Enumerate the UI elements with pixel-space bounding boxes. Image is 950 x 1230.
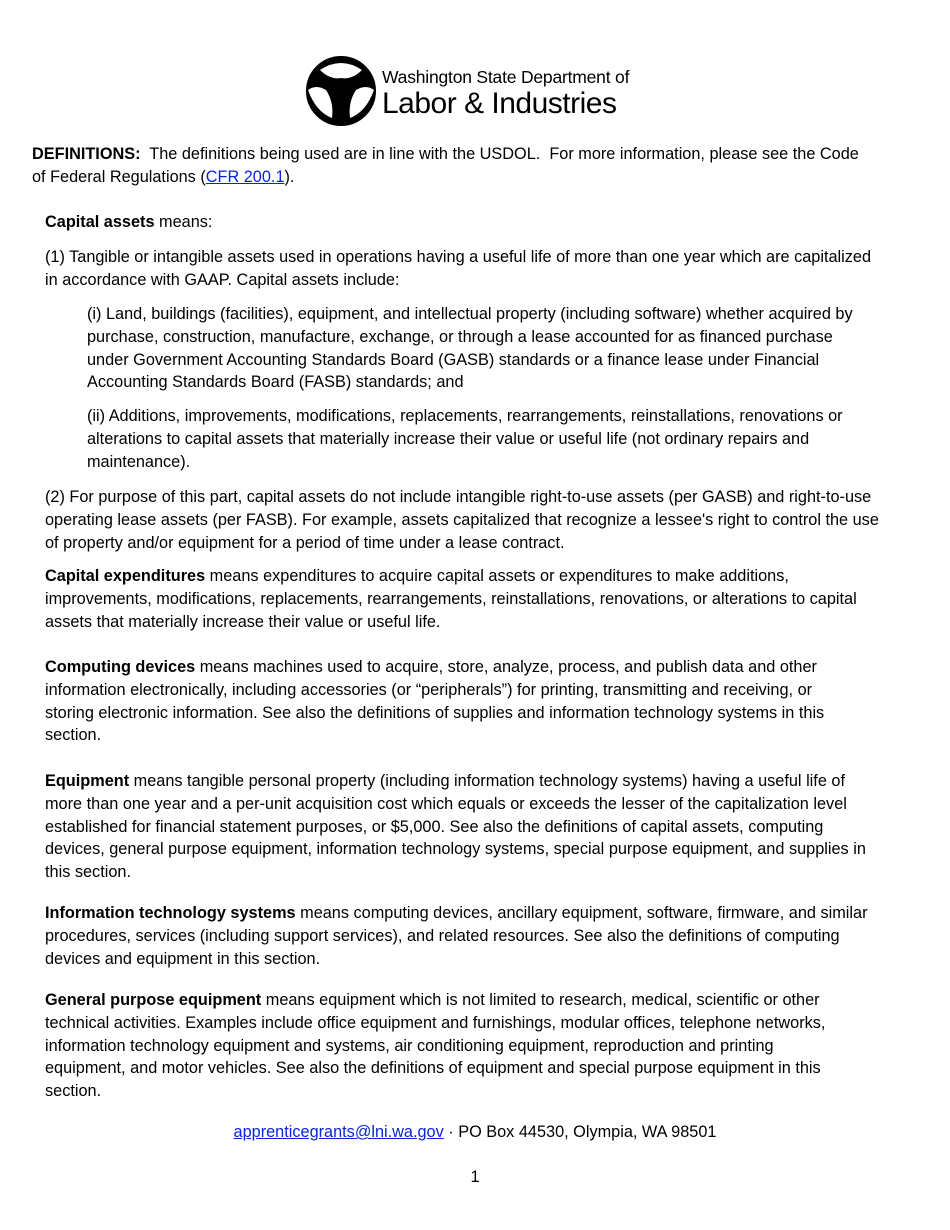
term-it-systems: Information technology systems bbox=[45, 904, 296, 922]
term-equipment: Equipment bbox=[45, 772, 130, 790]
capital-expenditures-definition: Capital expenditures means expenditures to acquire capital assets or expenditures to make additions, improvements, modifications, replacements, rearrangements, reinstallations, renovations, or alterations to capital assets that materially increase their value or useful life. bbox=[45, 567, 857, 631]
cfr-link[interactable]: CFR 200.1 bbox=[205, 167, 285, 186]
computing-devices-definition: Computing devices means machines used to acquire, store, analyze, process, and publish data and other information electronically, including accessories (or “peripherals”) for printing, transmitting and receiving, or storing electronic information. See also the definitions of supplies and information technology systems in this section. bbox=[45, 658, 825, 745]
term-computing-devices: Computing devices bbox=[45, 658, 196, 676]
intro-line-2: of Federal Regulations (CFR 200.1). bbox=[32, 167, 295, 186]
general-purpose-equipment-definition: General purpose equipment means equipment which is not limited to research, medical, scientific or other technical activities. Examples include office equipment and furnishings, modular offices, telephone networks, information technology equipment and systems, air conditioning equipment, reproduction and printing equipment, and motor vehicles. See also the definitions of equipment and special purpose equipment in this section. bbox=[45, 991, 826, 1101]
email-link[interactable]: apprenticegrants@lni.wa.gov bbox=[233, 1123, 444, 1141]
lni-logo-mark-icon bbox=[306, 56, 376, 126]
logo-org-line2: Labor & Industries bbox=[382, 87, 617, 120]
page-footer bbox=[0, 1121, 950, 1144]
term-capital-expenditures: Capital expenditures bbox=[45, 567, 206, 585]
capital-assets-p2: (2) For purpose of this part, capital assets do not include intangible right-to-use assets (per GASB) and right-to-use operating lease assets (per FASB). For example, assets capitalized that recognize a lessee's right to control the use of property and/or equipment for a period of time under a lease contract. bbox=[45, 488, 879, 552]
definitions-label: DEFINITIONS: bbox=[32, 145, 141, 163]
it-systems-definition: Information technology systems means computing devices, ancillary equipment, software, firmware, and similar procedures, services (including support services), and related resources. See also the definitions of computing devices and equipment in this section. bbox=[45, 904, 868, 968]
equipment-definition: Equipment means tangible personal property (including information technology systems) having a useful life of more than one year and a per-unit acquisition cost which equals or exceeds the lesser of the capitalization level established for financial statement purposes, or $5,000. See also the definitions of capital assets, computing devices, general purpose equipment, information technology systems, special purpose equipment, and supplies in this section. bbox=[45, 772, 866, 882]
intro-line-1: DEFINITIONS: The definitions being used are in line with the USDOL. For more information, please see the Code bbox=[32, 145, 859, 163]
footer-address: · PO Box 44530, Olympia, WA 98501 bbox=[443, 1123, 717, 1141]
capital-assets-heading: Capital assets means: bbox=[45, 213, 213, 231]
capital-assets-p1: (1) Tangible or intangible assets used in operations having a useful life of more than one year which are capitalized in accordance with GAAP. Capital assets include: bbox=[45, 248, 872, 289]
logo-org-line1: Washington State Department of bbox=[382, 67, 630, 87]
capital-assets-p1-i: (i) Land, buildings (facilities), equipment, and intellectual property (including software) whether acquired by purchase, construction, manufacture, exchange, or through a lease accounted for as financed purchase under Government Accounting Standards Board (GASB) standards or a finance lease under Financial Accounting Standards Board (FASB) standards; and bbox=[87, 305, 853, 392]
term-general-purpose-equipment: General purpose equipment bbox=[45, 991, 262, 1009]
term-capital-assets: Capital assets bbox=[45, 213, 155, 231]
page-number: 1 bbox=[470, 1168, 480, 1186]
capital-assets-p1-ii: (ii) Additions, improvements, modifications, replacements, rearrangements, reinstallations, renovations or alterations to capital assets that materially increase their value or useful life (not ordinary repairs and maintenance). bbox=[87, 407, 843, 471]
lni-logo bbox=[306, 56, 630, 126]
definitions-intro bbox=[32, 143, 859, 189]
